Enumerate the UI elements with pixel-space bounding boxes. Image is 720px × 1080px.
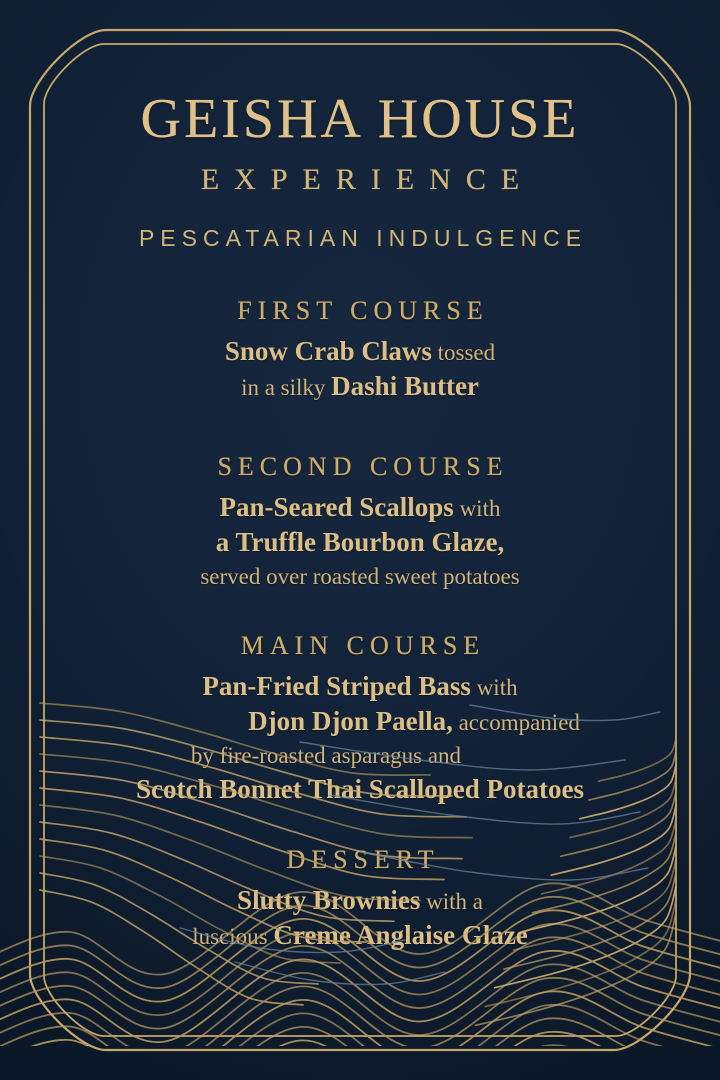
descriptor: tossed (431, 340, 496, 365)
course-heading: MAIN COURSE (240, 631, 486, 660)
dish-name: Slutty Brownies (237, 885, 421, 915)
course-body (0, 885, 720, 955)
menu-line (0, 741, 686, 774)
descriptor: luscious (192, 924, 274, 949)
course-heading: DESSERT (286, 845, 440, 874)
descriptor: accompanied (452, 710, 580, 735)
course-section (0, 631, 720, 809)
menu-line (0, 920, 720, 955)
dish-name: Pan-Seared Scallops (219, 492, 454, 522)
menu-line (0, 527, 720, 562)
dish-name: Scotch Bonnet Thai Scalloped Potatoes (135, 774, 585, 804)
dish-name: a Truffle Bourbon Glaze, (215, 527, 505, 557)
course-heading: FIRST COURSE (237, 296, 489, 325)
page-tagline: PESCATARIAN INDULGENCE (138, 225, 588, 251)
menu-line (0, 336, 720, 371)
course-section (0, 296, 720, 406)
course-body (0, 336, 720, 406)
descriptor: in a silky (241, 375, 332, 400)
menu-line (0, 371, 720, 406)
menu-line (0, 671, 720, 706)
dish-name: Dashi Butter (331, 371, 479, 401)
menu-header (0, 0, 720, 252)
descriptor: by fire-roasted asparagus and (190, 743, 462, 768)
descriptor: with (453, 496, 501, 521)
menu-line (0, 885, 720, 920)
menu-line (54, 706, 720, 741)
page-subtitle: EXPERIENCE (200, 163, 535, 196)
course-body (0, 671, 720, 809)
dish-name: Djon Djon Paella, (248, 706, 453, 736)
dish-name: Snow Crab Claws (224, 336, 432, 366)
course-section (0, 845, 720, 955)
dish-name: Pan-Fried Striped Bass (202, 671, 471, 701)
menu-line (0, 774, 720, 809)
course-section (0, 452, 720, 595)
menu-line (0, 492, 720, 527)
descriptor: with (470, 675, 518, 700)
descriptor: served over roasted sweet potatoes (200, 564, 520, 589)
menu-courses (0, 296, 720, 955)
course-body (0, 492, 720, 595)
menu-line (0, 562, 720, 595)
page-title: GEISHA HOUSE (140, 88, 580, 150)
descriptor: with a (420, 889, 483, 914)
course-heading: SECOND COURSE (217, 452, 509, 481)
dish-name: Creme Anglaise Glaze (273, 920, 528, 950)
